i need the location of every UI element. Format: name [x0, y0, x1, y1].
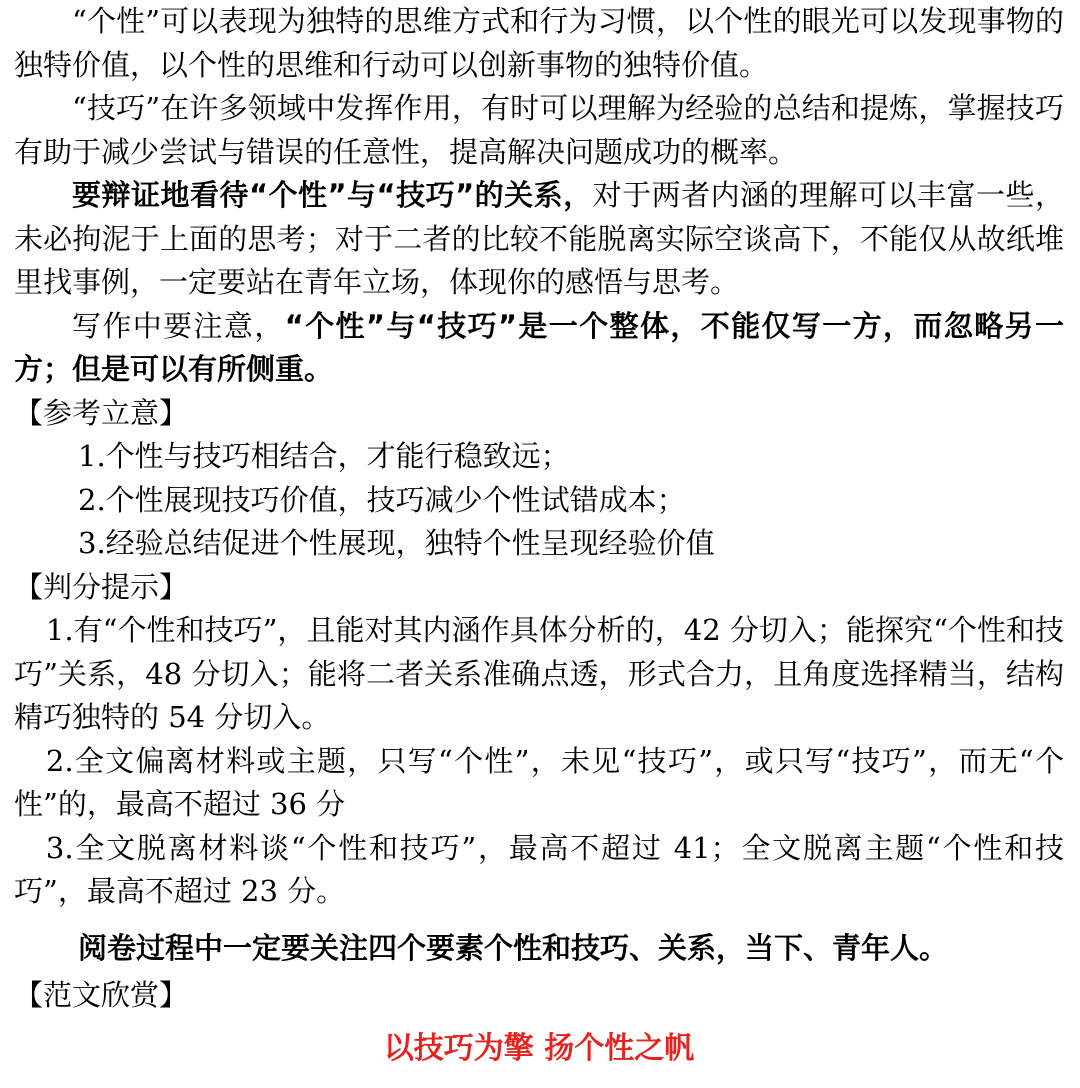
- paragraph-individuality: “个性”可以表现为独特的思维方式和行为习惯，以个性的眼光可以发现事物的独特价值，以个性的思维和行动可以创新事物的独特价值。: [14, 4, 1064, 82]
- scoring-item: 1.有“个性和技巧”，且能对其内涵作具体分析的，42 分切入；能探究“个性和技巧”关系，48 分切入；能将二者关系准确点透，形式合力，且角度选择精当，结构精巧独特的 54 分切入。: [14, 613, 1064, 734]
- dialectic-emphasis: 要辩证地看待“个性”与“技巧”的关系，: [72, 178, 593, 212]
- sample-heading: 【范文欣赏】: [14, 977, 189, 1012]
- reference-item: 1.个性与技巧相结合，才能行稳致远；: [78, 439, 570, 473]
- scoring-item: 3.全文脱离材料谈“个性和技巧”，最高不超过 41；全文脱离主题“个性和技巧”，最高不超过 23 分。: [14, 830, 1064, 908]
- scoring-item: 2.全文偏离材料或主题，只写“个性”，未见“技巧”，或只写“技巧”，而无“个性”的，最高不超过 36 分: [14, 743, 1064, 821]
- reference-heading: 【参考立意】: [14, 395, 189, 430]
- writing-note-emphasis: “个性”与“技巧”是一个整体，不能仅写一方，而忽略另一方；但是可以有所侧重。: [14, 308, 1064, 386]
- reference-item: 2.个性展现技巧价值，技巧减少个性试错成本；: [78, 482, 686, 517]
- writing-note-lead: 写作中要注意，: [72, 308, 285, 343]
- sample-essay-title: 以技巧为擎 扬个性之帆: [383, 1031, 695, 1066]
- grading-emphasis: 阅卷过程中一定要关注四个要素个性和技巧、关系，当下、青年人。: [78, 930, 949, 965]
- paragraph-dialectic: [14, 174, 1064, 305]
- paragraph-writing-note: [14, 305, 1064, 392]
- dialectic-body: 对于两者内涵的理解可以丰富一些，未必拘泥于上面的思考；对于二者的比较不能脱离实际空谈高下，不能仅从故纸堆里找事例，一定要站在青年立场，体现你的感悟与思考。: [14, 178, 1064, 299]
- paragraph-technique: “技巧”在许多领域中发挥作用，有时可以理解为经验的总结和提炼，掌握技巧有助于减少尝试与错误的任意性，提高解决问题成功的概率。: [14, 91, 1064, 169]
- reference-item: 3.经验总结促进个性展现，独特个性呈现经验价值: [78, 526, 715, 560]
- scoring-heading: 【判分提示】: [14, 569, 189, 604]
- document-page: [14, 0, 1064, 1073]
